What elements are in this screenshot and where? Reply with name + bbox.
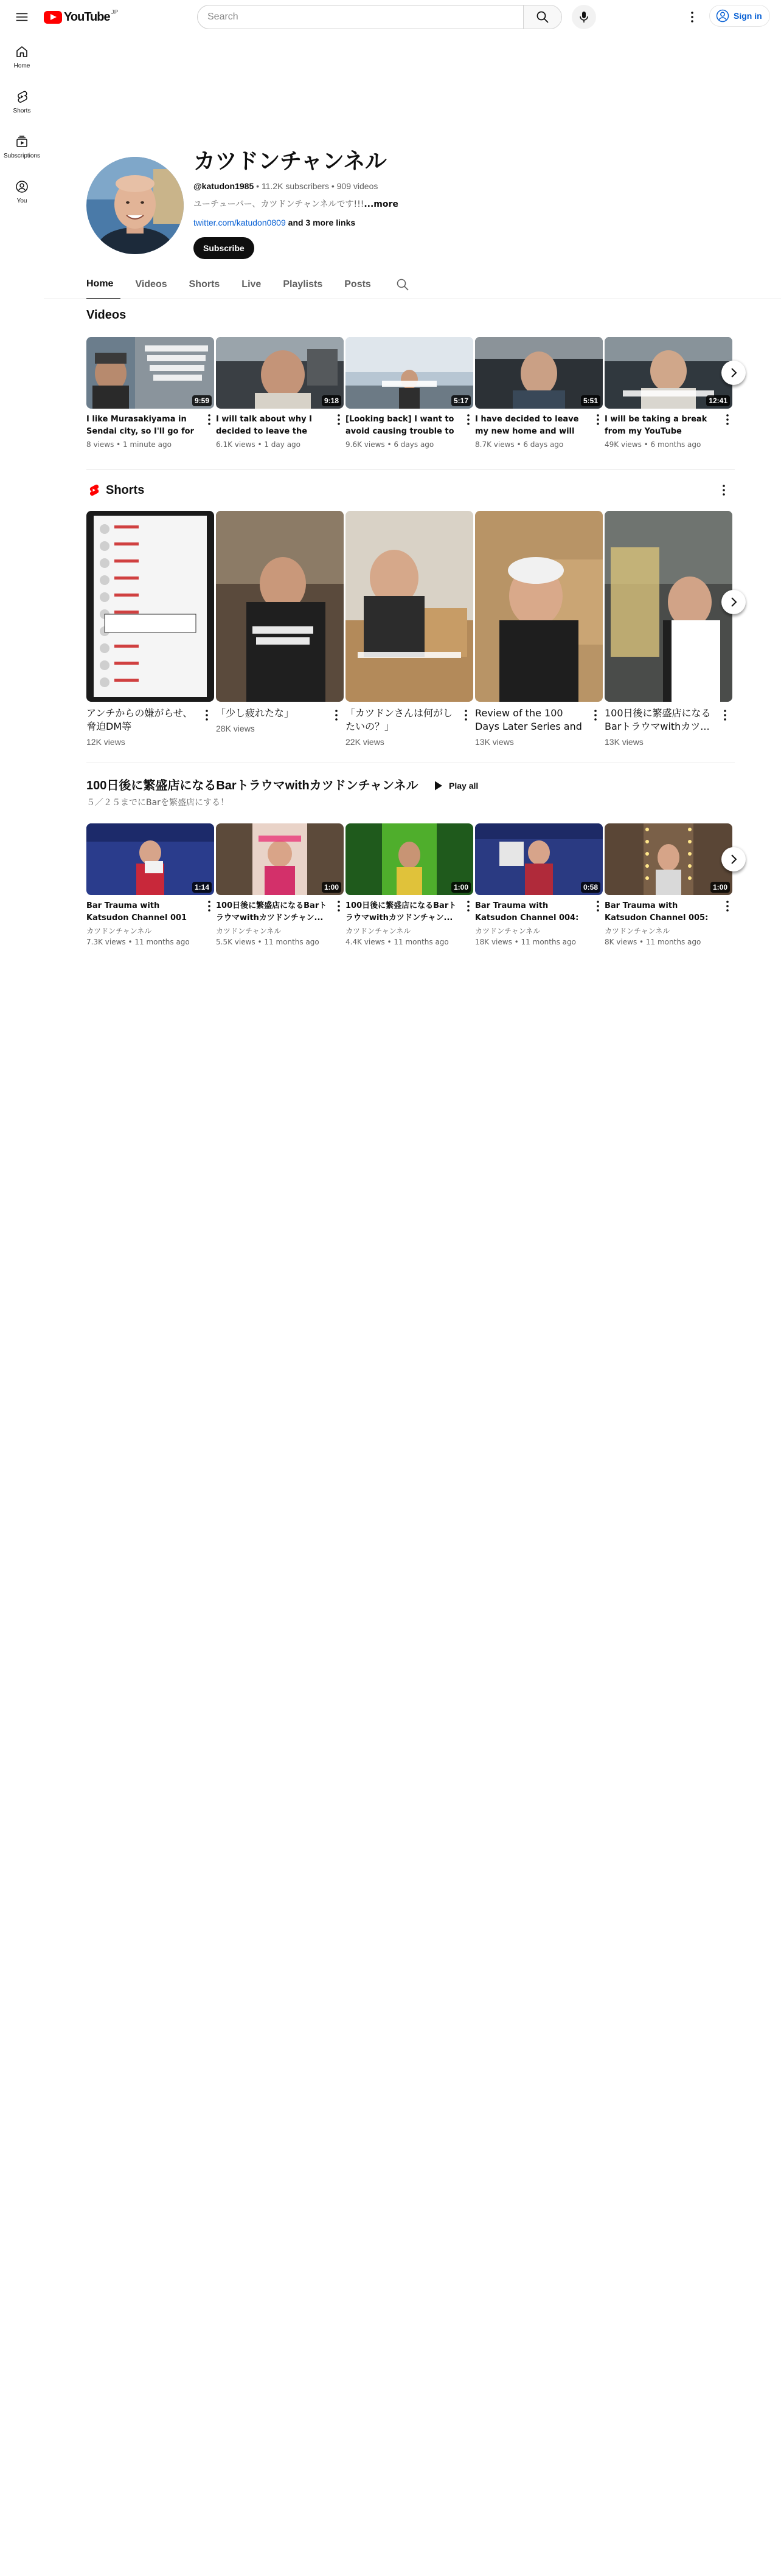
vertical-dots-icon bbox=[685, 10, 699, 24]
video-meta: 5.5K views • 11 months ago bbox=[216, 938, 319, 946]
search-input[interactable] bbox=[197, 5, 523, 29]
video-thumbnail[interactable] bbox=[86, 337, 214, 409]
short-action-menu-button[interactable] bbox=[329, 708, 344, 722]
playlist-video-card[interactable] bbox=[345, 823, 473, 947]
video-title[interactable]: I like Murasakiyama in Sendai city, so I'll go for bbox=[86, 415, 195, 436]
description-more-button[interactable]: ...more bbox=[364, 199, 398, 209]
video-duration: 5:17 bbox=[451, 395, 471, 406]
channel-handle: @katudon1985 bbox=[193, 181, 254, 191]
vertical-dots-icon bbox=[718, 708, 732, 722]
vertical-dots-icon bbox=[717, 483, 731, 497]
video-channel-name[interactable]: カツドンチャンネル bbox=[475, 927, 541, 935]
short-views: 13K views bbox=[605, 737, 644, 747]
thumbnail-image bbox=[86, 511, 214, 702]
video-duration: 1:14 bbox=[192, 882, 212, 893]
vertical-dots-icon bbox=[591, 899, 605, 913]
sign-in-label: Sign in bbox=[734, 11, 762, 21]
video-duration: 0:58 bbox=[581, 882, 600, 893]
videos-shelf-title[interactable]: Videos bbox=[86, 308, 127, 322]
shorts-logo-icon bbox=[86, 483, 101, 497]
settings-more-button[interactable] bbox=[680, 5, 704, 29]
subscriber-count: 11.2K subscribers bbox=[261, 181, 329, 191]
guide-menu-button[interactable] bbox=[10, 5, 34, 29]
tab-posts[interactable]: Posts bbox=[344, 279, 371, 289]
video-action-menu-button[interactable] bbox=[591, 412, 605, 427]
video-channel-name[interactable]: カツドンチャンネル bbox=[216, 927, 282, 935]
tab-home[interactable]: Home bbox=[86, 270, 120, 299]
video-duration: 1:00 bbox=[710, 882, 730, 893]
chevron-right-icon bbox=[726, 365, 741, 380]
guide-item-home[interactable] bbox=[2, 34, 41, 79]
short-card[interactable] bbox=[86, 511, 214, 748]
subscriptions-icon bbox=[15, 134, 29, 149]
short-card[interactable] bbox=[605, 511, 732, 748]
video-channel-name[interactable]: カツドンチャンネル bbox=[605, 927, 670, 935]
channel-links bbox=[193, 216, 355, 229]
shorts-shelf-header[interactable] bbox=[86, 482, 144, 499]
avatar-photo bbox=[86, 157, 184, 254]
video-title[interactable]: I will talk about why I decided to leave the bbox=[216, 415, 312, 436]
chevron-right-icon bbox=[726, 852, 741, 867]
video-meta: 8 views • 1 minute ago bbox=[86, 440, 172, 449]
video-thumbnail[interactable] bbox=[475, 823, 603, 895]
short-title[interactable]: アンチからの嫌がらせ、脅迫DM等 bbox=[86, 707, 193, 732]
search-button[interactable] bbox=[523, 5, 562, 29]
short-action-menu-button[interactable] bbox=[200, 708, 214, 722]
short-views: 22K views bbox=[345, 737, 384, 747]
search-icon bbox=[535, 10, 550, 24]
vertical-dots-icon bbox=[329, 708, 344, 722]
play-all-button[interactable] bbox=[425, 775, 487, 797]
video-title[interactable]: Bar Trauma with Katsudon Channel 004: bbox=[475, 901, 579, 923]
description-text: ユーチューバー、カツドンチャンネルです!!! bbox=[193, 199, 364, 209]
thumbnail-image bbox=[216, 511, 344, 702]
vertical-dots-icon bbox=[720, 899, 735, 913]
video-meta: 4.4K views • 11 months ago bbox=[345, 938, 449, 946]
video-thumbnail[interactable] bbox=[605, 337, 732, 409]
video-meta: 49K views • 6 months ago bbox=[605, 440, 701, 449]
playlist-video-card[interactable] bbox=[605, 823, 732, 947]
vertical-dots-icon bbox=[591, 412, 605, 427]
channel-name: カツドンチャンネル bbox=[193, 149, 387, 174]
short-card[interactable] bbox=[475, 511, 603, 748]
video-meta: 9.6K views • 6 days ago bbox=[345, 440, 434, 449]
short-thumbnail[interactable] bbox=[216, 511, 344, 702]
playlist-shelf-next-button[interactable] bbox=[721, 847, 746, 871]
shelf-divider bbox=[86, 469, 735, 470]
home-icon bbox=[15, 44, 29, 59]
thumbnail-image bbox=[605, 511, 732, 702]
meta-separator: • bbox=[331, 181, 337, 191]
video-thumbnail[interactable] bbox=[216, 823, 344, 895]
video-meta: 18K views • 11 months ago bbox=[475, 938, 576, 946]
sign-in-button[interactable] bbox=[709, 5, 770, 27]
video-thumbnail[interactable] bbox=[475, 337, 603, 409]
guide-item-shorts[interactable] bbox=[2, 79, 41, 124]
video-meta: 8.7K views • 6 days ago bbox=[475, 440, 564, 449]
vertical-dots-icon bbox=[331, 899, 346, 913]
video-thumbnail[interactable] bbox=[86, 823, 214, 895]
shorts-shelf-menu-button[interactable] bbox=[717, 483, 731, 497]
vertical-dots-icon bbox=[461, 899, 476, 913]
channel-metadata bbox=[193, 180, 378, 192]
short-views: 13K views bbox=[475, 737, 514, 747]
video-action-menu-button[interactable] bbox=[591, 899, 605, 913]
channel-external-link[interactable]: twitter.com/katudon0809 bbox=[193, 218, 286, 227]
you-icon bbox=[15, 179, 29, 194]
short-title[interactable]: 「少し疲れたな」 bbox=[216, 707, 294, 719]
play-icon bbox=[431, 778, 445, 793]
short-title[interactable]: 「カツドンさんは何がしたいの？」 bbox=[345, 707, 453, 732]
thumbnail-image bbox=[475, 511, 603, 702]
search-box bbox=[197, 5, 596, 29]
channel-search-button[interactable] bbox=[390, 270, 415, 299]
vertical-dots-icon bbox=[202, 899, 217, 913]
guide-item-subscriptions[interactable] bbox=[2, 124, 41, 169]
video-duration: 9:18 bbox=[322, 395, 341, 406]
play-all-label: Play all bbox=[449, 781, 479, 791]
video-title[interactable]: I will be taking a break from my YouTube bbox=[605, 415, 707, 436]
shorts-icon bbox=[15, 89, 29, 104]
video-duration: 1:00 bbox=[451, 882, 471, 893]
guide-item-label: Home bbox=[13, 62, 30, 69]
short-thumbnail[interactable] bbox=[345, 511, 473, 702]
video-title[interactable]: Bar Trauma with Katsudon Channel 001 bbox=[86, 901, 187, 923]
video-channel-name[interactable]: カツドンチャンネル bbox=[86, 927, 152, 935]
tab-shorts[interactable]: Shorts bbox=[189, 279, 220, 289]
videos-shelf-next-button[interactable] bbox=[721, 361, 746, 385]
voice-search-button[interactable] bbox=[572, 5, 596, 29]
chevron-right-icon bbox=[726, 595, 741, 609]
short-card[interactable] bbox=[216, 511, 344, 735]
tab-videos[interactable]: Videos bbox=[135, 279, 167, 289]
video-card[interactable] bbox=[345, 337, 473, 450]
vertical-dots-icon bbox=[461, 412, 476, 427]
video-duration: 1:00 bbox=[322, 882, 341, 893]
video-thumbnail[interactable] bbox=[345, 823, 473, 895]
vertical-dots-icon bbox=[720, 412, 735, 427]
vertical-dots-icon bbox=[588, 708, 603, 722]
short-views: 12K views bbox=[86, 737, 125, 747]
video-card[interactable] bbox=[605, 337, 732, 450]
thumbnail-image bbox=[345, 511, 473, 702]
playlist-video-card[interactable] bbox=[86, 823, 214, 947]
channel-description[interactable] bbox=[193, 198, 398, 210]
video-action-menu-button[interactable] bbox=[461, 899, 476, 913]
account-circle-icon bbox=[715, 9, 730, 23]
video-card[interactable] bbox=[216, 337, 344, 450]
guide-item-label: You bbox=[16, 197, 27, 204]
video-meta: 6.1K views • 1 day ago bbox=[216, 440, 301, 449]
vertical-dots-icon bbox=[331, 412, 346, 427]
microphone-icon bbox=[577, 10, 591, 24]
short-views: 28K views bbox=[216, 724, 255, 733]
video-card[interactable] bbox=[475, 337, 603, 450]
short-action-menu-button[interactable] bbox=[718, 708, 732, 722]
short-card[interactable] bbox=[345, 511, 473, 748]
video-action-menu-button[interactable] bbox=[720, 412, 735, 427]
search-icon bbox=[395, 277, 410, 292]
hamburger-icon bbox=[15, 10, 29, 24]
tab-live[interactable]: Live bbox=[241, 279, 262, 289]
video-action-menu-button[interactable] bbox=[202, 899, 217, 913]
youtube-play-logo-icon bbox=[44, 11, 62, 24]
video-title[interactable]: [Looking back] I want to avoid causing trouble to bbox=[345, 415, 454, 436]
video-thumbnail[interactable] bbox=[605, 823, 732, 895]
channel-tabs bbox=[86, 270, 415, 299]
meta-separator: • bbox=[256, 181, 262, 191]
masthead bbox=[0, 0, 781, 34]
more-links-button[interactable]: and 3 more links bbox=[288, 218, 356, 227]
video-card[interactable] bbox=[86, 337, 214, 450]
video-channel-name[interactable]: カツドンチャンネル bbox=[345, 927, 411, 935]
video-title[interactable]: I have decided to leave my new home and will bbox=[475, 415, 579, 436]
channel-avatar bbox=[86, 157, 184, 254]
guide-item-you[interactable] bbox=[2, 169, 41, 214]
video-title[interactable]: 100日後に繁盛店になるBarトラウマwithカツドンチャン... bbox=[345, 901, 457, 923]
video-action-menu-button[interactable] bbox=[720, 899, 735, 913]
playlist-shelf-title[interactable]: 100日後に繁盛店になるBarトラウマwithカツドンチャンネル bbox=[86, 779, 418, 792]
playlist-video-card[interactable] bbox=[216, 823, 344, 947]
shorts-shelf-next-button[interactable] bbox=[721, 590, 746, 614]
video-thumbnail[interactable] bbox=[216, 337, 344, 409]
guide-item-label: Shorts bbox=[13, 107, 31, 114]
video-title[interactable]: Bar Trauma with Katsudon Channel 005: bbox=[605, 901, 709, 923]
vertical-dots-icon bbox=[459, 708, 473, 722]
video-thumbnail[interactable] bbox=[345, 337, 473, 409]
short-thumbnail[interactable] bbox=[86, 511, 214, 702]
subscribe-button[interactable]: Subscribe bbox=[193, 237, 254, 259]
video-duration: 12:41 bbox=[706, 395, 730, 406]
video-meta: 7.3K views • 11 months ago bbox=[86, 938, 190, 946]
vertical-dots-icon bbox=[200, 708, 214, 722]
shorts-shelf-title: Shorts bbox=[106, 483, 145, 497]
tab-playlists[interactable]: Playlists bbox=[283, 279, 323, 289]
guide-item-label: Subscriptions bbox=[3, 152, 41, 159]
video-action-menu-button[interactable] bbox=[331, 412, 346, 427]
video-meta: 8K views • 11 months ago bbox=[605, 938, 701, 946]
logo-text: YouTube bbox=[64, 10, 110, 24]
short-title[interactable]: Review of the 100 Days Later Series and bbox=[475, 707, 582, 732]
video-action-menu-button[interactable] bbox=[461, 412, 476, 427]
short-thumbnail[interactable] bbox=[605, 511, 732, 702]
logo-country-code: JP bbox=[111, 9, 119, 16]
video-count: 909 videos bbox=[336, 181, 378, 191]
video-duration: 5:51 bbox=[581, 395, 600, 406]
vertical-dots-icon bbox=[202, 412, 217, 427]
short-thumbnail[interactable] bbox=[475, 511, 603, 702]
playlist-description: ５／２５までにBarを繁盛店にする！ bbox=[86, 798, 229, 808]
video-title[interactable]: 100日後に繁盛店になるBarトラウマwithカツドンチャン... bbox=[216, 901, 327, 923]
short-action-menu-button[interactable] bbox=[459, 708, 473, 722]
video-duration: 9:59 bbox=[192, 395, 212, 406]
playlist-video-card[interactable] bbox=[475, 823, 603, 947]
video-action-menu-button[interactable] bbox=[202, 412, 217, 427]
video-action-menu-button[interactable] bbox=[331, 899, 346, 913]
short-action-menu-button[interactable] bbox=[588, 708, 603, 722]
youtube-logo[interactable] bbox=[44, 10, 118, 24]
mini-guide bbox=[0, 34, 44, 214]
short-title[interactable]: 100日後に繁盛店になるBarトラウマwithカツ... bbox=[605, 707, 711, 732]
